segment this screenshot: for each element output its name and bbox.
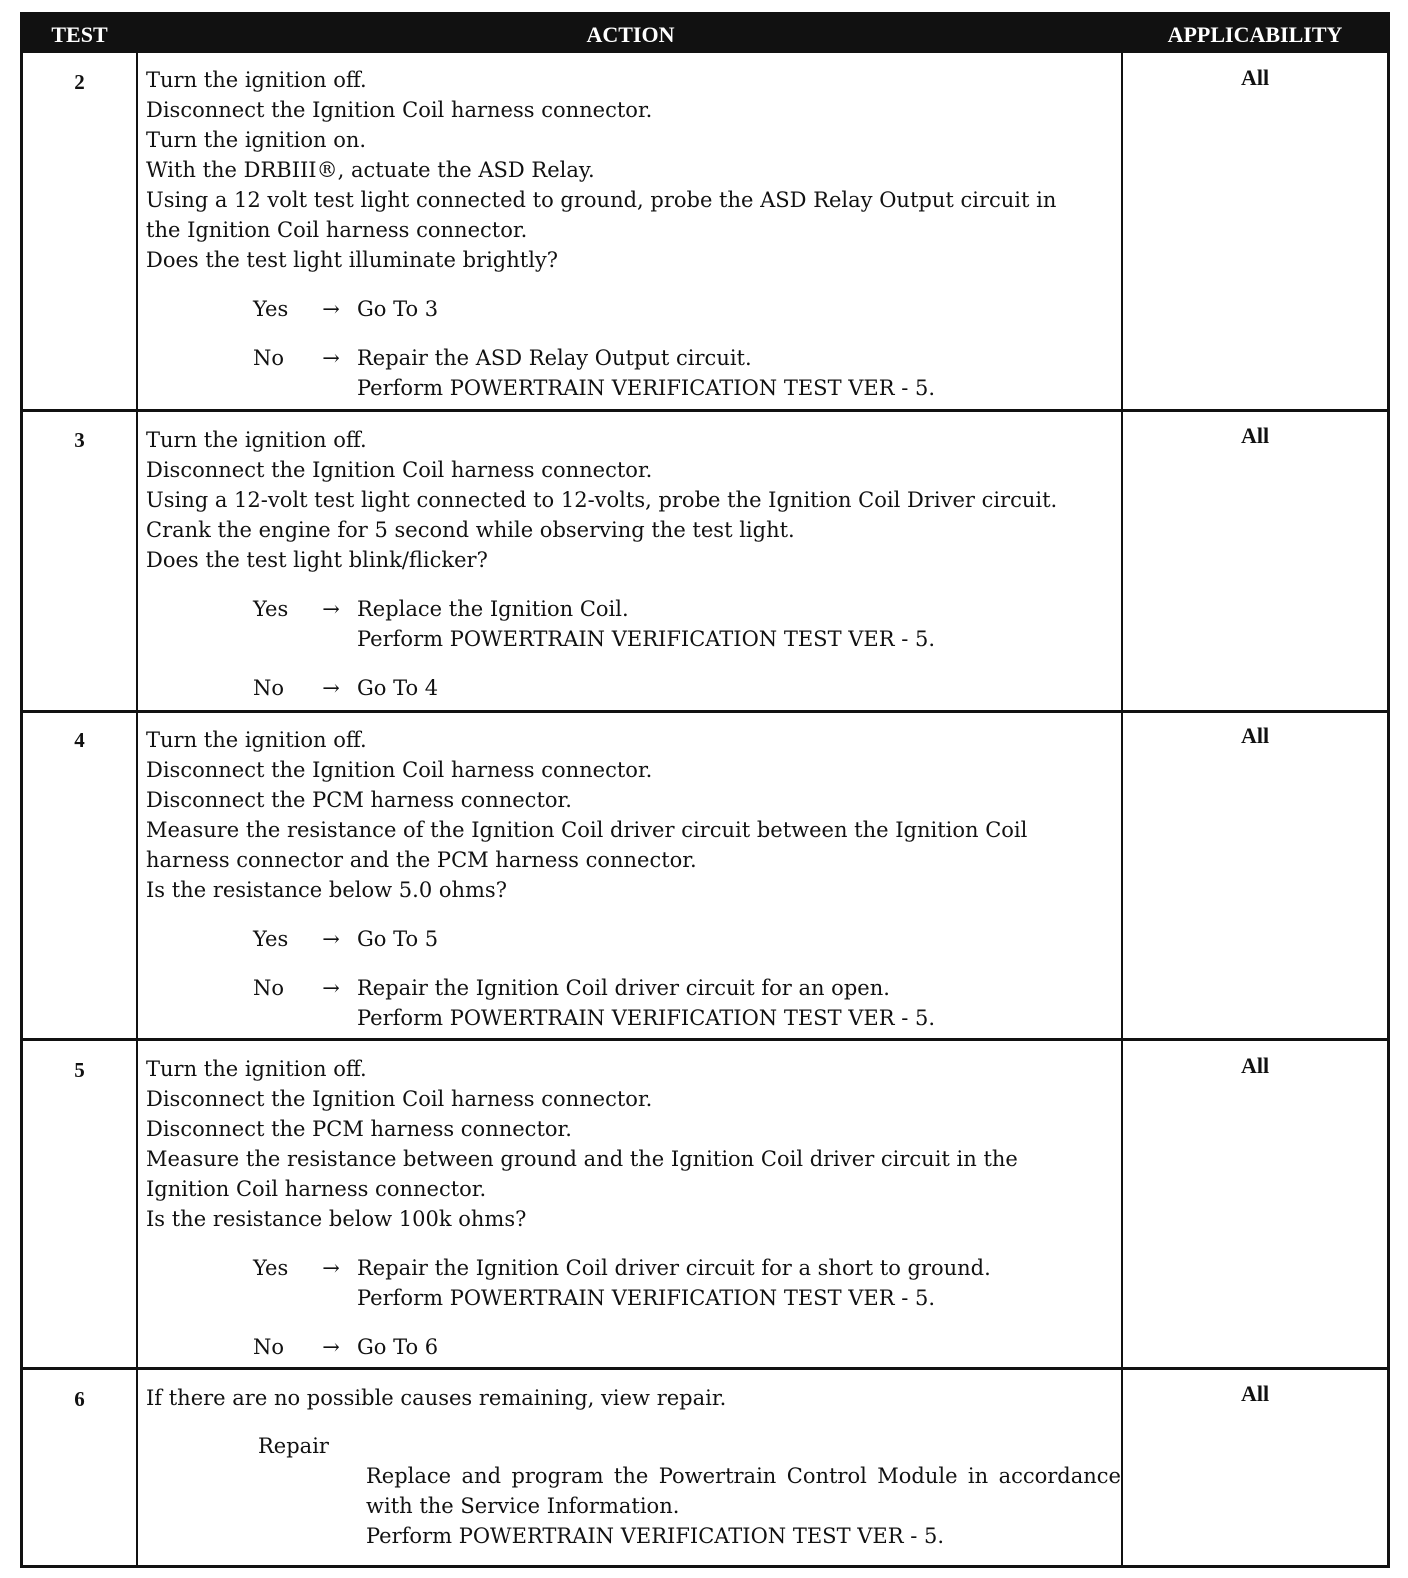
- result-line: Perform POWERTRAIN VERIFICATION TEST VER - 5.: [357, 1286, 936, 1310]
- yes-label: Yes: [253, 927, 289, 951]
- action-step: Using a 12 volt test light connected to ground, probe the ASD Relay Output circuit in: [146, 188, 1057, 212]
- action-step: Ignition Coil harness connector.: [146, 1177, 487, 1201]
- arrow-icon: →: [322, 297, 340, 321]
- applicability-value: All: [1240, 723, 1270, 748]
- header-applicability: APPLICABILITY: [1167, 22, 1343, 47]
- no-label: No: [253, 1335, 285, 1359]
- yes-result: [146, 594, 1121, 654]
- action-step: Disconnect the Ignition Coil harness connector.: [146, 458, 653, 482]
- result-line: Go To 6: [357, 1335, 439, 1359]
- repair-text: Replace and program the Powertrain Control Module in accordance with the Service Information.: [366, 1464, 1121, 1518]
- test-number: 5: [74, 1058, 85, 1082]
- yes-label: Yes: [253, 597, 289, 621]
- result-line: Go To 4: [357, 676, 439, 700]
- result-line: Go To 3: [357, 297, 439, 321]
- action-step: Disconnect the Ignition Coil harness connector.: [146, 1087, 653, 1111]
- repair-label: Repair: [258, 1434, 329, 1458]
- header-action: ACTION: [586, 22, 675, 47]
- action-step: Turn the ignition off.: [146, 68, 367, 92]
- no-label: No: [253, 346, 285, 370]
- action-step: Disconnect the PCM harness connector.: [146, 1117, 572, 1141]
- result-line: Go To 5: [357, 927, 439, 951]
- applicability-value: All: [1240, 423, 1270, 448]
- action-cell: [146, 65, 1121, 403]
- arrow-icon: →: [322, 927, 340, 951]
- action-step: Measure the resistance of the Ignition Coil driver circuit between the Ignition Coil: [146, 818, 1028, 842]
- row-divider: [23, 1038, 1387, 1041]
- yes-result: [146, 1253, 1121, 1313]
- diagnostic-test-table: [20, 12, 1390, 1568]
- applicability-value: All: [1240, 65, 1270, 90]
- result-line: Repair the ASD Relay Output circuit.: [357, 346, 752, 370]
- row-divider: [23, 409, 1387, 412]
- action-step: Does the test light blink/flicker?: [146, 548, 488, 572]
- yes-result: [146, 294, 1121, 324]
- arrow-icon: →: [322, 676, 340, 700]
- action-step: Does the test light illuminate brightly?: [146, 248, 559, 272]
- result-line: Perform POWERTRAIN VERIFICATION TEST VER - 5.: [357, 376, 936, 400]
- repair-verify: Perform POWERTRAIN VERIFICATION TEST VER - 5.: [366, 1524, 945, 1548]
- applicability-value: All: [1240, 1381, 1270, 1406]
- result-line: Repair the Ignition Coil driver circuit for an open.: [357, 976, 890, 1000]
- action-step: Turn the ignition on.: [146, 128, 367, 152]
- action-step: Turn the ignition off.: [146, 728, 367, 752]
- test-number: 4: [74, 728, 85, 752]
- action-step: Disconnect the PCM harness connector.: [146, 788, 572, 812]
- test-number: 6: [74, 1387, 85, 1411]
- action-step: the Ignition Coil harness connector.: [146, 218, 528, 242]
- test-number: 2: [74, 70, 85, 94]
- result-line: Repair the Ignition Coil driver circuit for a short to ground.: [357, 1256, 991, 1280]
- action-step: Turn the ignition off.: [146, 428, 367, 452]
- result-line: Perform POWERTRAIN VERIFICATION TEST VER - 5.: [357, 627, 936, 651]
- test-number: 3: [74, 428, 85, 452]
- action-step: Is the resistance below 100k ohms?: [146, 1207, 527, 1231]
- no-result: [146, 343, 1121, 403]
- arrow-icon: →: [322, 346, 340, 370]
- applicability-value: All: [1240, 1053, 1270, 1078]
- action-step: Turn the ignition off.: [146, 1057, 367, 1081]
- yes-label: Yes: [253, 1256, 289, 1280]
- no-result: [146, 1332, 1121, 1362]
- action-cell: [146, 425, 1121, 703]
- no-result: [146, 973, 1121, 1033]
- table-header: [23, 15, 1387, 53]
- action-step: Measure the resistance between ground and the Ignition Coil driver circuit in the: [146, 1147, 1018, 1171]
- action-step: Disconnect the Ignition Coil harness connector.: [146, 758, 653, 782]
- column-divider: [1121, 53, 1123, 1568]
- arrow-icon: →: [322, 597, 340, 621]
- no-label: No: [253, 676, 285, 700]
- result-line: Replace the Ignition Coil.: [357, 597, 629, 621]
- action-cell: [146, 1054, 1121, 1362]
- action-step: Is the resistance below 5.0 ohms?: [146, 878, 507, 902]
- action-cell: [146, 1383, 1121, 1551]
- arrow-icon: →: [322, 1335, 340, 1359]
- yes-label: Yes: [253, 297, 289, 321]
- arrow-icon: →: [322, 1256, 340, 1280]
- header-test: TEST: [51, 22, 108, 47]
- row-divider: [23, 710, 1387, 713]
- action-step: Using a 12-volt test light connected to 12-volts, probe the Ignition Coil Driver circuit.: [146, 488, 1058, 512]
- action-step: With the DRBIII®, actuate the ASD Relay.: [146, 158, 595, 182]
- action-step: Crank the engine for 5 second while observing the test light.: [146, 518, 795, 542]
- no-result: [146, 673, 1121, 703]
- column-divider: [136, 53, 138, 1568]
- row-divider: [23, 1367, 1387, 1370]
- result-line: Perform POWERTRAIN VERIFICATION TEST VER - 5.: [357, 1006, 936, 1030]
- action-step: harness connector and the PCM harness connector.: [146, 848, 697, 872]
- action-step: Disconnect the Ignition Coil harness connector.: [146, 98, 653, 122]
- action-step: If there are no possible causes remaining, view repair.: [146, 1386, 727, 1410]
- action-cell: [146, 725, 1121, 1033]
- yes-result: [146, 924, 1121, 954]
- no-label: No: [253, 976, 285, 1000]
- arrow-icon: →: [322, 976, 340, 1000]
